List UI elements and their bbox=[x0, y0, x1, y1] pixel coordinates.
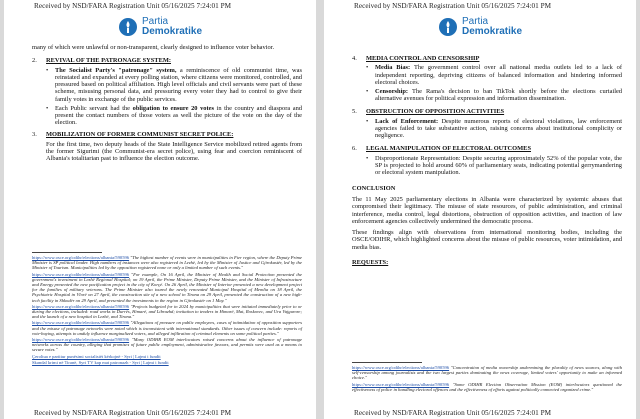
logo-line-1: Partia bbox=[461, 16, 489, 27]
registration-stamp-top: Received by NSD/FARA Registration Unit 05/16/2025 7:24:01 PM bbox=[34, 2, 232, 10]
footnote-link[interactable]: https://www.osce.org/odihr/elections/albania/590596 bbox=[352, 381, 450, 387]
section-5-title: OBSTRUCTION OF OPPOSITION ACTIVITIES bbox=[366, 108, 505, 116]
section-4-bullet-1-text: The government control over all national media outlets led to a lack of independent reporting, depriving citizens of balanced information and hindering informed electoral choices. bbox=[375, 64, 622, 86]
section-5-bullet-1-bold: Lack of Enforcement: bbox=[375, 117, 439, 125]
right-body-text bbox=[352, 52, 622, 268]
section-6-number: 6. bbox=[352, 145, 357, 153]
section-6-bullet-1: • Disproportionate Representation: Despite securing approximately 52% of the popular vote, the SP is projected to hold around 60% of parliamentary seats, indicating potential gerrymandering or electoral system manipulation. bbox=[366, 154, 622, 177]
section-2-bullet-1: • The Socialist Party's "patronage" system, a reminiscence of old communist time, was reinstated and expanded at every polling station, where citizens were monitored, controlled, and pressured based on political affiliation. High level officials and civil servants were part of these scheme, misusing personal data, and pressuring every voter they had to control to give their family votes in exchange of the public services. bbox=[46, 66, 302, 103]
section-2-bullet-1-bold: The Socialist Party's "patronage" system, bbox=[55, 66, 177, 74]
footnote-link[interactable]: https://www.osce.org/odihr/elections/albania/590596 bbox=[352, 365, 450, 370]
logo-line-1: Partia bbox=[141, 16, 169, 27]
section-2-title: REVIVAL OF THE PATRONAGE SYSTEM: bbox=[46, 57, 171, 65]
footnote: https://www.osce.org/odihr/elections/albania/590596 "Many ODIHR EOM interlocutors raised concerns about the influence of patronage networks across the country, alleging that promises of future public employment, administrative favours, and permits were used as a means to secure votes." bbox=[32, 337, 302, 353]
logo-line-2: Demokratike bbox=[141, 26, 203, 37]
section-4-bullet-2-bold: Censorship: bbox=[375, 87, 409, 95]
footnote-divider bbox=[32, 252, 102, 253]
intro-paragraph: many of which were unlawful or non-transparent, clearly designed to influence voter behavior. bbox=[32, 44, 275, 51]
section-2-bullet-1-text: a reminiscence of old communist time, was reinstated and expanded at every polling station, where citizens were monitored, controlled, and pressured based on political affiliation. High level officials and civil servants were part of these scheme, misusing personal data, and pressuring every voter they had to control to give their family votes in exchange of the public services. bbox=[55, 66, 302, 103]
footnote: https://www.osce.org/odihr/elections/albania/590596 "Some ODIHR Election Observation Mission (EOM) interlocutors questioned the effectiveness of police in handling electoral offences and the effectiveness of efforts against politically connected organized crime." bbox=[352, 381, 622, 392]
right-footnotes bbox=[352, 362, 622, 393]
conclusion-paragraph-1: The 11 May 2025 parliamentary elections in Albania were characterized by systemic abuses that compromised their legitimacy. The misuse of state resources, of public administration, and criminal interference, media control, legal distortions, obstruction of opposition activities, and inaction of law enforcement agencies collectively undermined the democratic process. bbox=[352, 195, 622, 225]
section-4-title: MEDIA CONTROL AND CENSORSHIP bbox=[366, 55, 480, 62]
section-2-number: 2. bbox=[32, 57, 37, 65]
section-2-bullet-2: • Each Public servant had the obligation to ensure 20 votes in the country and diaspora and present the contact numbers of those voters as well the picture of the vote on the day of the election. bbox=[46, 104, 302, 127]
footnote-link[interactable]: https://www.osce.org/odihr/elections/albania/590596 bbox=[32, 320, 130, 326]
section-4-bullet-1: • Media Bias: The government control over all national media outlets led to a lack of independent reporting, depriving citizens of balanced information and hindering informed electoral choices. bbox=[366, 64, 622, 86]
section-6-bullet-1-text: Disproportionate Representation: Despite securing approximately 52% of the popular vote, the SP is projected to hold around 60% of parliamentary seats, indicating potential gerrymandering or electoral system manipulation. bbox=[375, 154, 622, 177]
footnote bbox=[32, 354, 302, 359]
registration-stamp-bottom: Received by NSD/FARA Registration Unit 05/16/2025 7:24:01 PM bbox=[354, 409, 552, 417]
footnote-divider bbox=[352, 362, 422, 363]
left-document-page bbox=[4, 0, 316, 419]
footnote-link[interactable]: Çeroltua e partitur punësimi socialistët kërkojnë - Syri | Lajmi i fundit bbox=[32, 353, 161, 359]
section-3-title: MOBILIZATION OF FORMER COMMUNIST SECRET POLICE: bbox=[46, 131, 234, 139]
logo-line-2: Demokratike bbox=[461, 26, 523, 37]
section-2-bullet-2-pre: Each Public servant had the bbox=[55, 104, 133, 112]
party-logo bbox=[324, 14, 636, 40]
section-5-bullet-1: • Lack of Enforcement: Despite numerous reports of electoral violations, law enforcement agencies failed to take substantive action, raising concerns about institutional complicity or negligence. bbox=[366, 117, 622, 140]
footnote bbox=[32, 360, 302, 365]
party-torch-icon bbox=[438, 17, 458, 37]
section-5-bullet-1-text: Despite numerous reports of electoral violations, law enforcement agencies failed to take substantive action, raising concerns about institutional complicity or negligence. bbox=[375, 117, 622, 140]
section-6-title: LEGAL MANIPULATION OF ELECTORAL OUTCOMES bbox=[366, 145, 531, 153]
requests-title: REQUESTS: bbox=[352, 259, 389, 267]
registration-stamp-bottom: Received by NSD/FARA Registration Unit 05/16/2025 7:24:01 PM bbox=[34, 409, 232, 417]
party-logo bbox=[4, 14, 316, 40]
section-4-number: 4. bbox=[352, 55, 357, 62]
footnote-link[interactable]: https://www.osce.org/odihr/elections/albania/590596 bbox=[32, 303, 130, 309]
conclusion-paragraph-2: These findings align with observations from international monitoring bodies, including the OSCE/ODIHR, which highlighted concerns about the misuse of public resources, voter intimidation, and media bias. bbox=[352, 229, 622, 251]
section-4-bullet-2-text: The Rama's decision to ban TikTok shortly before the elections curtailed alternative avenues for political expression and information dissemination. bbox=[375, 87, 622, 102]
party-torch-icon bbox=[118, 17, 138, 37]
left-body-text bbox=[32, 44, 302, 164]
footnote: https://www.osce.org/odihr/elections/albania/590596 "For example, On 16 April, the Minister of Health and Social Protection presented the government's investment in Lezhë Regional Hospital; on 19 April, the Prime Minister, Deputy Prime Minister, and the Minister of Infrastructure and Energy presented the new pacification project in the city of Korçë. On 26 April, the Minister of Interior presented a new development project for the families of military veterans. The Prime Minister also toured the newly renovated Municipal Hospital of Memlia on 18 April, the Psychiatric Hospital in Vlorë on 27 April, the construction site of a new school in Tirana on 29 April, presented the construction of a new high-tech facility in Shkodër on 29 April, and presented the investments in the region in Gjirokastër on 1 May." bbox=[32, 271, 302, 303]
footnote-link[interactable]: https://www.osce.org/odihr/elections/albania/590596 bbox=[32, 337, 130, 343]
conclusion-title: CONCLUSION bbox=[352, 184, 396, 192]
section-3-number: 3. bbox=[32, 131, 37, 139]
left-footnotes bbox=[32, 252, 302, 366]
footnote-link[interactable]: https://www.osce.org/odihr/elections/albania/590596 bbox=[32, 271, 130, 277]
section-2-bullet-2-text: in the country and diaspora and present the contact numbers of those voters as well the picture of the vote on the day of the election. bbox=[55, 104, 302, 127]
section-3-text: For the first time, two deputy heads of the State Intelligence Service mobilized retired agents from the former Sigurimi (the Communist-era secret police), using fear and coercion reminiscent of Albania's totalitarian past to influence the election outcome. bbox=[46, 140, 302, 163]
footnote-link[interactable]: Skandal krimi në Tiranë, Syri TV kap mat patronazh - Syri | Lajmi i fundit bbox=[32, 359, 169, 365]
section-4-bullet-1-bold: Media Bias: bbox=[375, 64, 411, 72]
footnote: https://www.osce.org/odihr/elections/albania/590596 "The highest number of events were in municipalities in Fier region, where the Deputy Prime Minister is SP political leader. High numbers of instances were also registered in Lezhë, led by the Minister of Justice and Gjirokastër, led by the Minister of Tourism. Municipalities led by the opposition registered none or only a limited number of such events." bbox=[32, 255, 302, 271]
registration-stamp-top: Received by NSD/FARA Registration Unit 05/16/2025 7:24:01 PM bbox=[354, 2, 552, 10]
section-2-bullet-2-bold: obligation to ensure 20 votes bbox=[132, 104, 214, 112]
footnote-link[interactable]: https://www.osce.org/odihr/elections/albania/590596 bbox=[32, 255, 130, 260]
footnote: https://www.osce.org/odihr/elections/albania/590596 "Allegations of pressure on public employees, cases of intimidation of opposition supporters and the misuse of patronage networks were noted which is inconsistent with international standards. Other issues of concern include: reports of vote-buying, attempts to unduly influence marginalized voters, and alleged infiltration of criminal elements on some political parties." bbox=[32, 320, 302, 336]
section-4-bullet-2: • Censorship: The Rama's decision to ban TikTok shortly before the elections curtailed alternative avenues for political expression and information dissemination. bbox=[366, 87, 622, 102]
section-5-number: 5. bbox=[352, 108, 357, 116]
right-document-page bbox=[324, 0, 636, 419]
footnote: https://www.osce.org/odihr/elections/albania/590596 "Concentration of media ownership undermining the plurality of news sources, along with self-censorship among journalists and the two largest parties dominating the news coverage, limited voters' opportunity to make an informed choice." bbox=[352, 365, 622, 381]
footnote: https://www.osce.org/odihr/elections/albania/590596 "Projects budgeted for in 2024 by municipalities that were initiated immediately prior to or during the elections, included: road works in Durrës, Himarë, and Librazhd; invitation to tenders in Himarë, Mat, Roskovec, and Ura Vajgurore; and the launch of a new hospital in Lezhë, and Tirana." bbox=[32, 303, 302, 320]
